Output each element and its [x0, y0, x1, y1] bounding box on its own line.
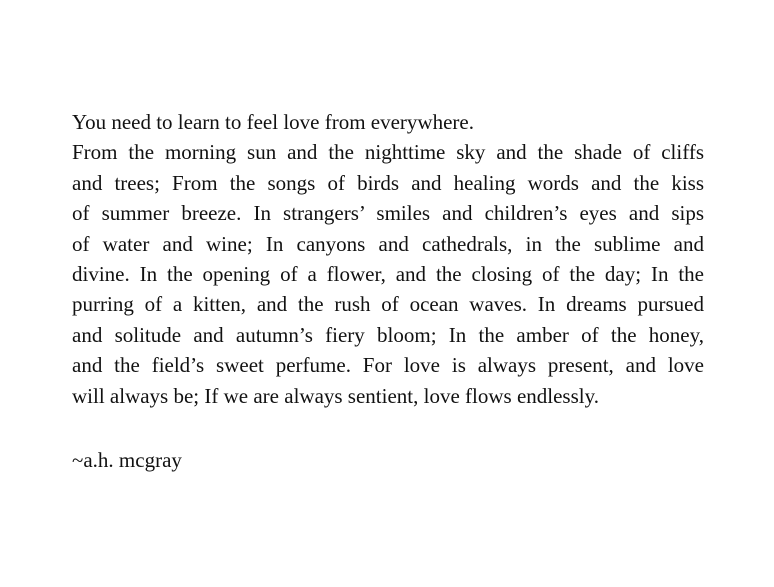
- poem-line: and trees; From the songs of birds and healing words and the kiss: [72, 170, 704, 195]
- poem-line: You need to learn to feel love from everywhere.: [72, 110, 474, 134]
- poem-line: of water and wine; In canyons and cathedrals, in the sublime and: [72, 231, 704, 256]
- author-signature: ~a.h. mcgray: [72, 448, 182, 472]
- poem-line: purring of a kitten, and the rush of ocean waves. In dreams pursued: [72, 292, 704, 317]
- poem-line: divine. In the opening of a flower, and the closing of the day; In the: [72, 262, 704, 287]
- poem-line: and solitude and autumn’s fiery bloom; In the amber of the honey,: [72, 322, 704, 347]
- poem-line: of summer breeze. In strangers’ smiles and children’s eyes and sips: [72, 201, 704, 226]
- poem-line: From the morning sun and the nighttime sky and the shade of cliffs: [72, 140, 704, 165]
- poem-text: [72, 107, 704, 411]
- poem-line: will always be; If we are always sentient, love flows endlessly.: [72, 383, 599, 408]
- poem-line: and the field’s sweet perfume. For love is always present, and love: [72, 353, 704, 378]
